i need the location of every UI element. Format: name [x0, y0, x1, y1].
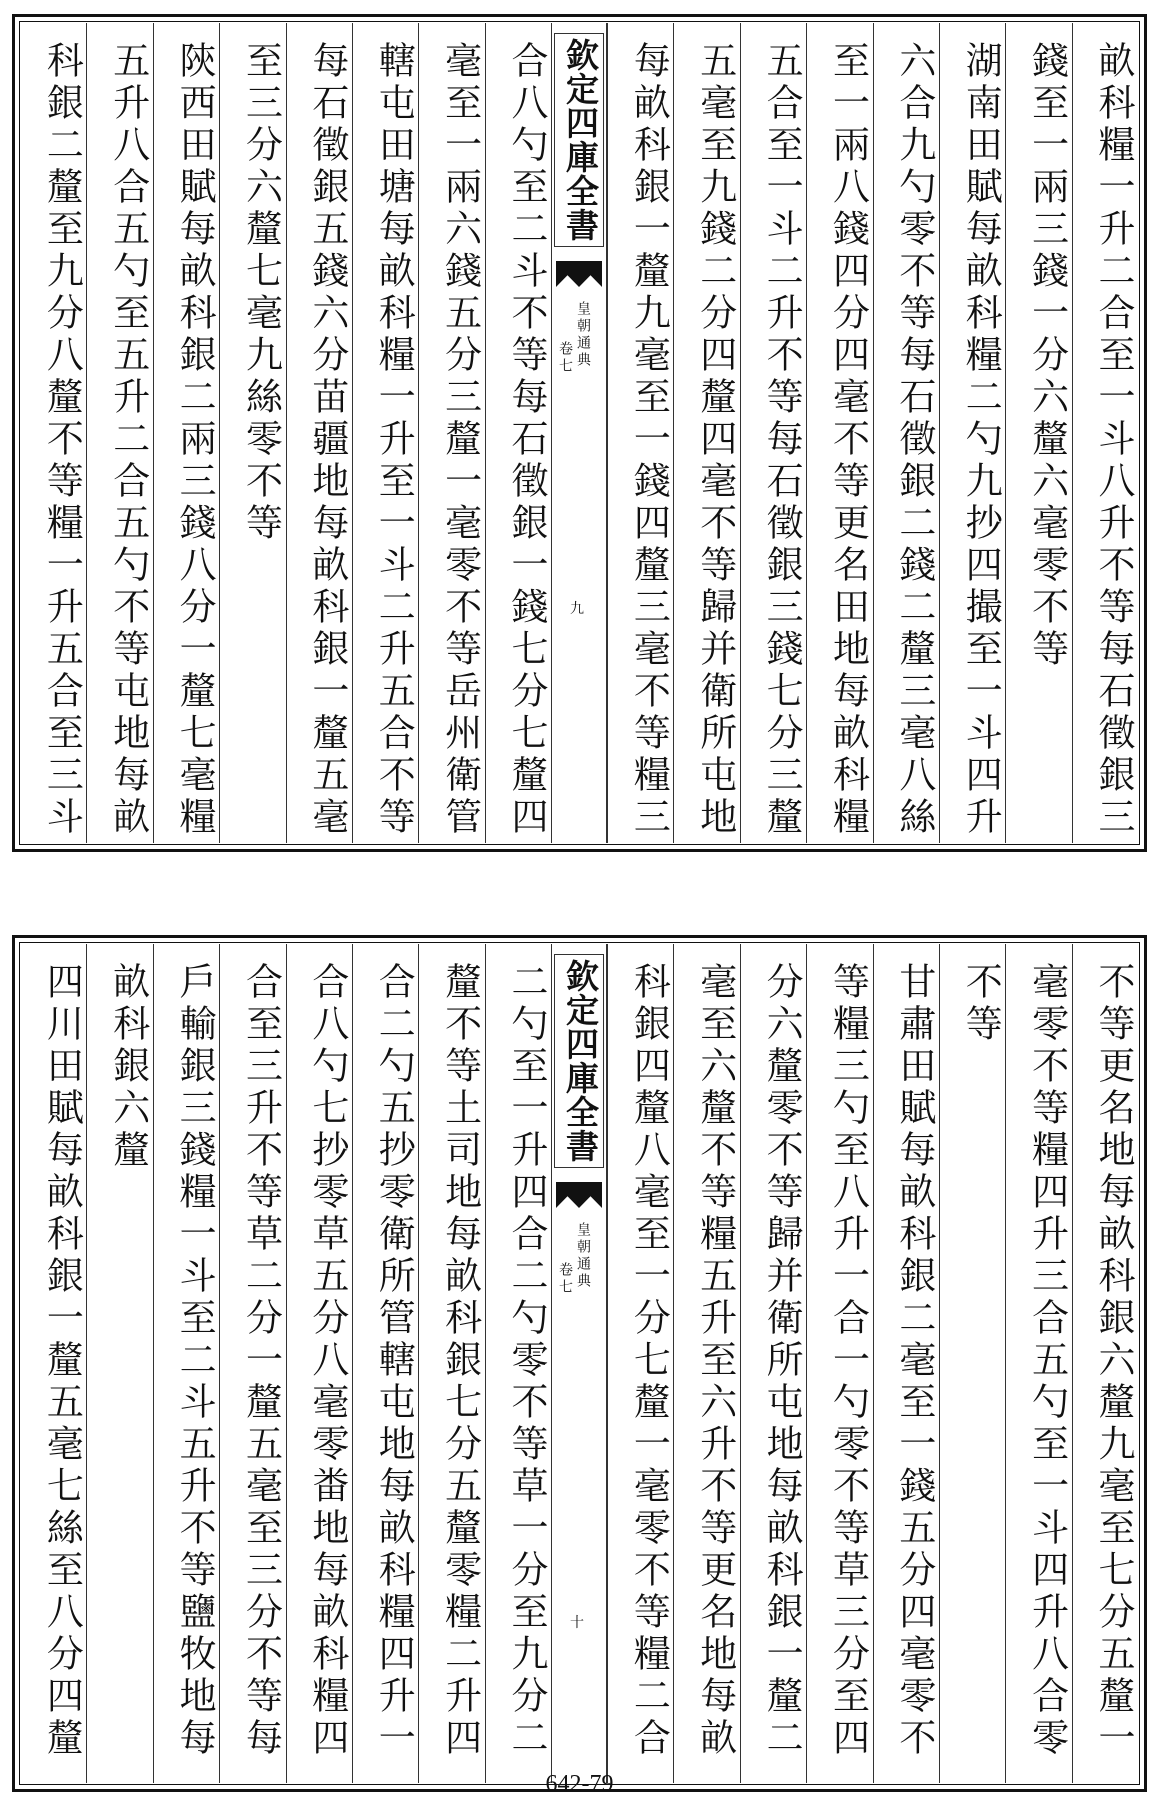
text-column: 不等更名地每畝科銀六釐九毫至七分五釐一: [1072, 944, 1138, 1783]
folio-number: 九: [570, 601, 584, 617]
text-column: 合至三升不等草二分一釐五毫至三分不等每: [219, 944, 285, 1783]
volume-label: 卷七: [557, 1262, 573, 1296]
text-column: 四川田賦每畝科銀一釐五毫七絲至八分四釐: [40, 962, 84, 1760]
text-column: 科銀二釐至九分八釐不等糧一升五合至三斗: [40, 41, 84, 839]
sub-title: 皇朝通典: [575, 1222, 591, 1290]
fish-tail-mark: [556, 261, 602, 287]
text-column: 不等: [939, 944, 1005, 1783]
text-column: 合二勺五抄零衛所管轄屯地每畝科糧四升一: [352, 944, 418, 1783]
text-column: 每石徵銀五錢六分苗疆地每畝科銀一釐五毫: [286, 23, 352, 843]
text-column: 戶輸銀三錢糧一斗至二斗五升不等鹽牧地每: [153, 944, 219, 1783]
text-column: 毫至一兩六錢五分三釐一毫零不等岳州衛管: [418, 23, 484, 843]
text-column: 五升八合五勺至五升二合五勺不等屯地每畝: [86, 23, 152, 843]
text-column: 陝西田賦每畝科銀二兩三錢八分一釐七毫糧: [153, 23, 219, 843]
text-column: 分六釐零不等歸并衛所屯地每畝科銀一釐二: [740, 944, 806, 1783]
center-fold: [551, 944, 607, 1783]
sub-title: 皇朝通典: [575, 301, 591, 369]
page-number: 642-79: [545, 1771, 614, 1797]
text-column: 合八勺七抄零草五分八毫零畨地每畝科糧四: [286, 944, 352, 1783]
text-column: 六合九勺零不等每石徵銀二錢二釐三毫八絲: [873, 23, 939, 843]
text-column: 每畝科銀一釐九毫至一錢四釐三毫不等糧三: [607, 23, 673, 843]
text-column: 至一兩八錢四分四毫不等更名田地每畝科糧: [806, 23, 872, 843]
text-column: 畝科糧一升二合至一斗八升不等每石徵銀三: [1072, 23, 1138, 843]
text-column: 錢至一兩三錢一分六釐六毫零不等: [1005, 23, 1071, 843]
text-column: 湖南田賦每畝科糧二勺九抄四撮至一斗四升: [939, 23, 1005, 843]
text-column: 合八勺至二斗不等每石徵銀一錢七分七釐四: [485, 23, 551, 843]
text-column: 至三分六釐七毫九絲零不等: [219, 23, 285, 843]
text-column: 五毫至九錢二分四釐四毫不等歸并衛所屯地: [673, 23, 739, 843]
book-title: 欽定四庫全書: [554, 33, 604, 247]
text-column: 毫零不等糧四升三合五勺至一斗四升八合零: [1005, 944, 1071, 1783]
center-fold: [551, 23, 607, 843]
book-title: 欽定四庫全書: [554, 954, 604, 1168]
text-column: 科銀四釐八毫至一分七釐一毫零不等糧二合: [607, 944, 673, 1783]
page-bottom: [12, 935, 1147, 1792]
text-column: 畝科銀六釐: [86, 944, 152, 1783]
volume-label: 卷七: [557, 341, 573, 375]
text-column: 甘肅田賦每畝科銀二毫至一錢五分四毫零不: [873, 944, 939, 1783]
text-column: 二勺至一升四合二勺零不等草一分至九分二: [485, 944, 551, 1783]
page-top: [12, 14, 1147, 852]
text-column: 五合至一斗二升不等每石徵銀三錢七分三釐: [740, 23, 806, 843]
text-column: 等糧三勺至八升一合一勺零不等草三分至四: [806, 944, 872, 1783]
text-column: 釐不等土司地每畝科銀七分五釐零糧二升四: [418, 944, 484, 1783]
text-column: 轄屯田塘每畝科糧一升至一斗二升五合不等: [352, 23, 418, 843]
text-column: 毫至六釐不等糧五升至六升不等更名地每畝: [673, 944, 739, 1783]
folio-number: 十: [570, 1615, 584, 1631]
fish-tail-mark: [556, 1182, 602, 1208]
